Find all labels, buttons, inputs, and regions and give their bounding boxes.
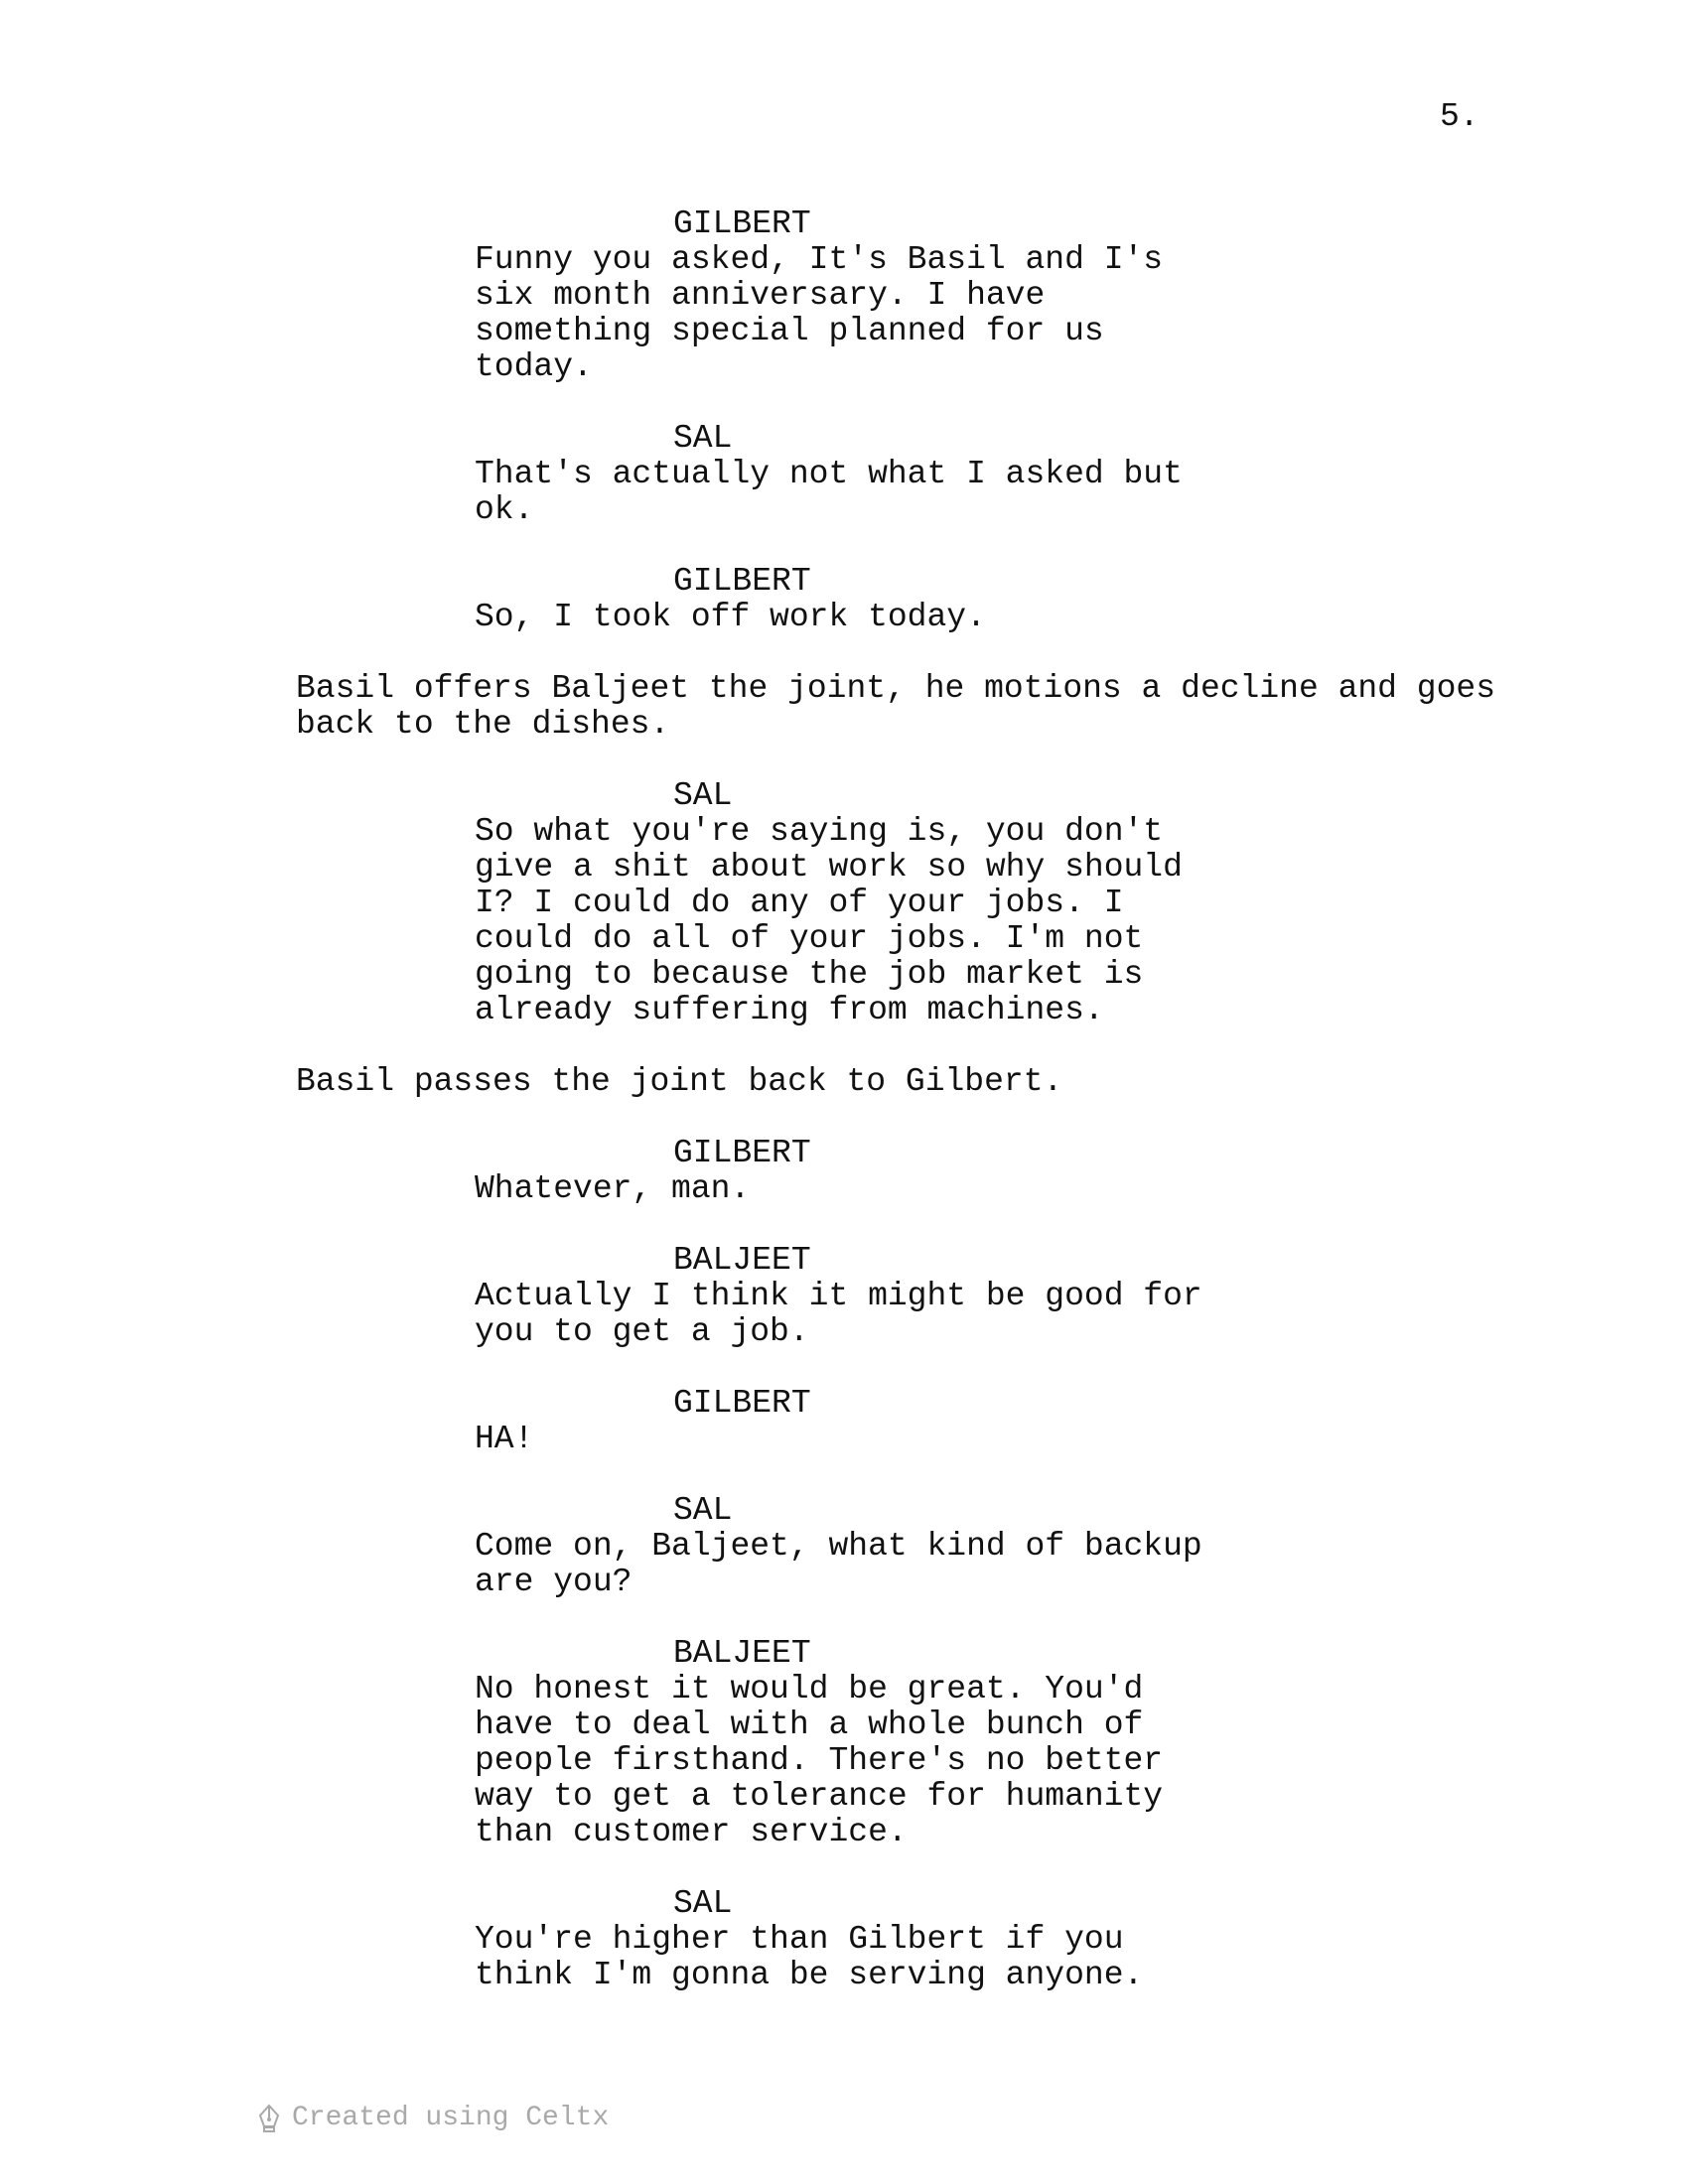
character-cue: GILBERT [673, 563, 811, 600]
footer-text: Created using Celtx [292, 2103, 610, 2133]
block-spacer [0, 1350, 1688, 1386]
block-spacer [0, 635, 1688, 671]
dialogue-block [0, 457, 1688, 528]
dialogue-block [0, 1171, 1688, 1207]
dialogue-line: That's actually not what I asked but [475, 456, 1183, 492]
dialogue-line: than customer service. [475, 1814, 908, 1850]
character-cue: BALJEET [673, 1242, 811, 1279]
block-spacer [0, 385, 1688, 421]
character-cue: SAL [673, 1492, 733, 1529]
block-spacer [0, 528, 1688, 564]
character-cue: SAL [673, 420, 733, 457]
character-cue: SAL [673, 777, 733, 814]
character-cue: GILBERT [673, 205, 811, 242]
action-line: Basil offers Baljeet the joint, he motions a decline and goes [296, 670, 1495, 707]
dialogue-block [0, 600, 1688, 635]
dialogue-block [0, 1922, 1688, 1993]
dialogue-block [0, 814, 1688, 1028]
dialogue-line: I? I could do any of your jobs. I [475, 885, 1124, 921]
action-line: back to the dishes. [296, 706, 670, 743]
dialogue-line: give a shit about work so why should [475, 849, 1183, 886]
action-block [0, 671, 1688, 743]
dialogue-line: have to deal with a whole bunch of [475, 1706, 1144, 1743]
dialogue-line: are you? [475, 1564, 633, 1600]
character-cue: BALJEET [673, 1635, 811, 1672]
dialogue-line: HA! [475, 1421, 534, 1457]
dialogue-block [0, 1672, 1688, 1850]
block-spacer [0, 1850, 1688, 1886]
dialogue-block [0, 1279, 1688, 1350]
dialogue-line: ok. [475, 491, 534, 528]
character-cue: GILBERT [673, 1385, 811, 1422]
dialogue-line: So, I took off work today. [475, 599, 986, 635]
dialogue-line: Actually I think it might be good for [475, 1278, 1202, 1314]
footer [256, 2103, 609, 2134]
action-block [0, 1064, 1688, 1100]
dialogue-block [0, 242, 1688, 385]
character-cue: SAL [673, 1885, 733, 1922]
dialogue-block [0, 1422, 1688, 1457]
dialogue-line: six month anniversary. I have [475, 277, 1046, 314]
character-cue: GILBERT [673, 1135, 811, 1171]
dialogue-line: today. [475, 348, 593, 385]
dialogue-line: No honest it would be great. You'd [475, 1671, 1144, 1707]
dialogue-line: Come on, Baljeet, what kind of backup [475, 1528, 1202, 1565]
block-spacer [0, 1207, 1688, 1243]
dialogue-line: already suffering from machines. [475, 992, 1104, 1028]
dialogue-line: So what you're saying is, you don't [475, 813, 1164, 850]
block-spacer [0, 1457, 1688, 1493]
block-spacer [0, 1028, 1688, 1064]
dialogue-line: people firsthand. There's no better [475, 1742, 1164, 1779]
screenplay-body [0, 206, 1688, 1993]
celtx-pen-icon [256, 2103, 282, 2134]
dialogue-line: going to because the job market is [475, 956, 1144, 993]
dialogue-line: Whatever, man. [475, 1170, 751, 1207]
block-spacer [0, 1600, 1688, 1636]
block-spacer [0, 743, 1688, 778]
dialogue-line: you to get a job. [475, 1313, 809, 1350]
dialogue-block [0, 1529, 1688, 1600]
page-number: 5. [1440, 98, 1479, 135]
dialogue-line: could do all of your jobs. I'm not [475, 920, 1144, 957]
action-line: Basil passes the joint back to Gilbert. [296, 1063, 1063, 1100]
dialogue-line: think I'm gonna be serving anyone. [475, 1957, 1144, 1993]
dialogue-line: way to get a tolerance for humanity [475, 1778, 1164, 1815]
dialogue-line: Funny you asked, It's Basil and I's [475, 241, 1164, 278]
block-spacer [0, 1100, 1688, 1136]
dialogue-line: You're higher than Gilbert if you [475, 1921, 1124, 1958]
dialogue-line: something special planned for us [475, 313, 1104, 349]
